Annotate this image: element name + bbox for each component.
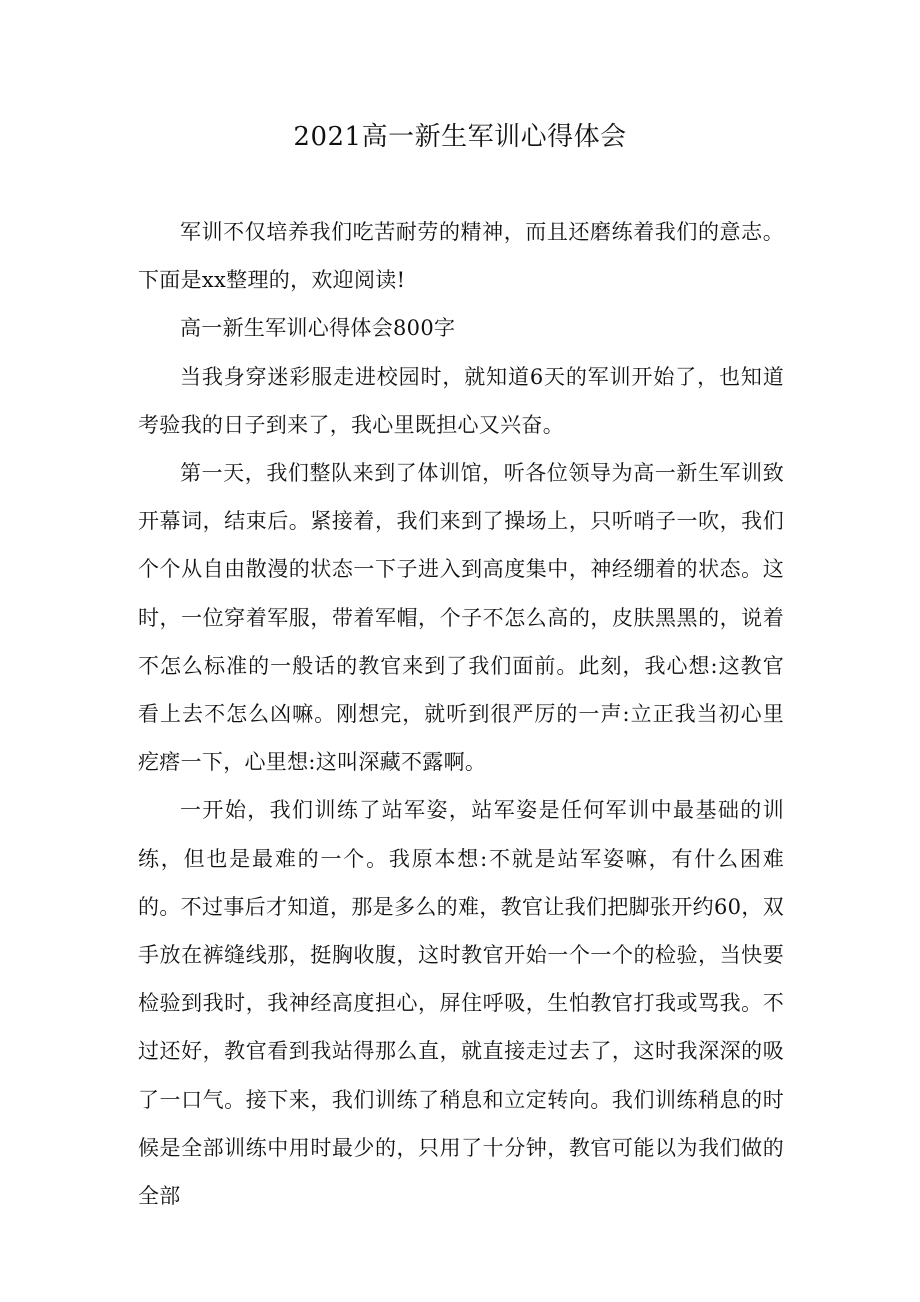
section-heading: 高一新生军训心得体会800字: [180, 316, 456, 341]
document-body: [138, 208, 784, 1220]
paragraph: 第一天，我们整队来到了体训馆，听各位领导为高一新生军训致开幕词，结束后。紧接着，我们来到了操场上，只听哨子一吹，我们个个从自由散漫的状态一下子进入到高度集中，神经绷着的状态。这时，一位穿着军服，带着军帽，个子不怎么高的，皮肤黑黑的，说着不怎么标准的一般话的教官来到了我们面前。此刻，我心想:这教官看上去不怎么凶嘛。刚想完，就听到很严厉的一声:立正我当初心里疙瘩一下，心里想:这叫深藏不露啊。: [138, 461, 784, 775]
paragraph: 当我身穿迷彩服走进校园时，就知道6天的军训开始了，也知道考验我的日子到来了，我心里既担心又兴奋。: [138, 364, 784, 437]
document-title: 2021高一新生军训心得体会: [293, 122, 627, 152]
intro-paragraph: 军训不仅培养我们吃苦耐劳的精神，而且还磨练着我们的意志。下面是xx整理的，欢迎阅读!: [138, 220, 784, 293]
paragraph: 一开始，我们训练了站军姿，站军姿是任何军训中最基础的训练，但也是最难的一个。我原本想:不就是站军姿嘛，有什么困难的。不过事后才知道，那是多么的难，教官让我们把脚张开约60，双手放在裤缝线那，挺胸收腹，这时教官开始一个一个的检验，当快要检验到我时，我神经高度担心，屏住呼吸，生怕教官打我或骂我。不过还好，教官看到我站得那么直，就直接走过去了，这时我深深的吸了一口气。接下来，我们训练了稍息和立定转向。我们训练稍息的时候是全部训练中用时最少的，只用了十分钟，教官可能以为我们做的全部: [138, 798, 784, 1209]
